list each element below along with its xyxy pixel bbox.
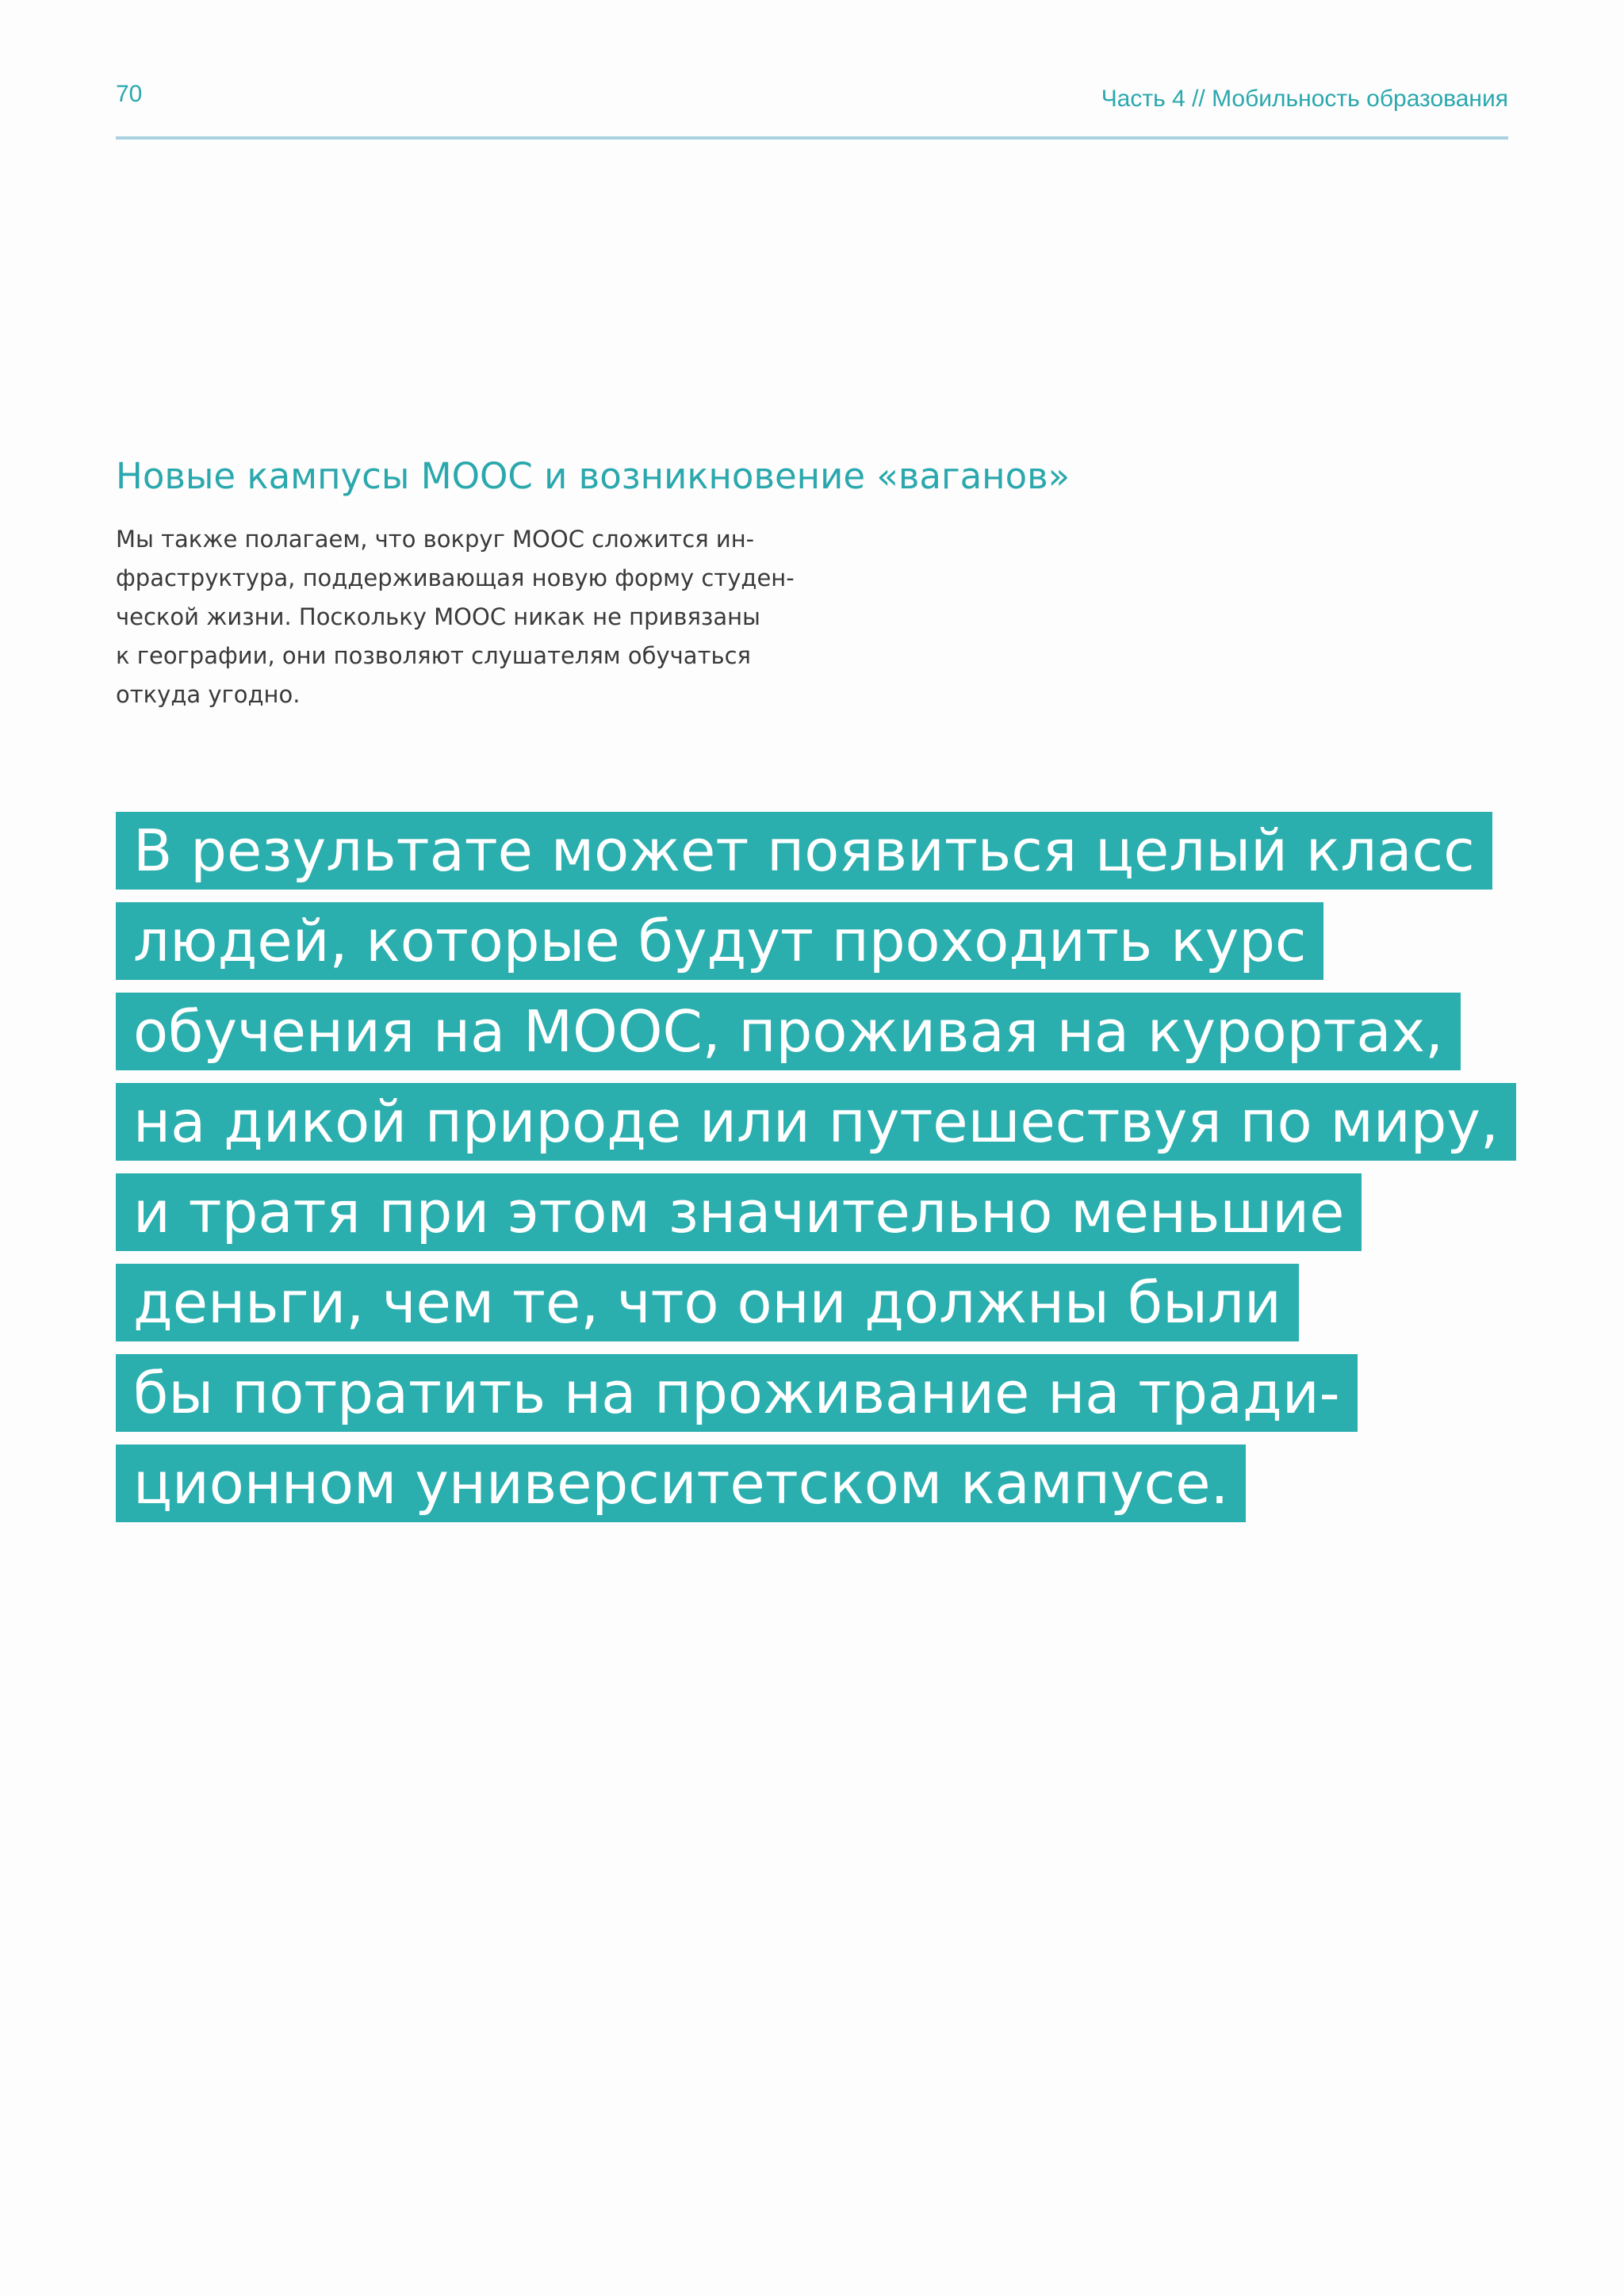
- pull-quote-line: В результате может появиться целый класс: [116, 812, 1492, 890]
- paragraph-line: Мы также полагаем, что вокруг МООС сложится ин-: [116, 526, 755, 553]
- pull-quote-line: деньги, чем те, что они должны были: [116, 1264, 1299, 1341]
- paragraph-line: ческой жизни. Поскольку МООС никак не привязаны: [116, 603, 760, 630]
- pull-quote-line: бы потратить на проживание на тради-: [116, 1354, 1358, 1432]
- paragraph-line: к географии, они позволяют слушателям обучаться: [116, 642, 751, 669]
- running-header: Часть 4 // Мобильность образования: [1101, 86, 1508, 112]
- section-heading: Новые кампусы МООС и возникновение «ваганов»: [116, 455, 1071, 497]
- paragraph-line: фраструктура, поддерживающая новую форму студен-: [116, 564, 795, 591]
- pull-quote-line: людей, которые будут проходить курс: [116, 902, 1323, 980]
- pull-quote-line: ционном университетском кампусе.: [116, 1445, 1246, 1522]
- page-number: 70: [116, 81, 143, 107]
- pull-quote: [116, 812, 1516, 1535]
- intro-paragraph: [116, 520, 829, 714]
- header-divider: [116, 136, 1508, 140]
- paragraph-line: откуда угодно.: [116, 681, 301, 708]
- pull-quote-line: и тратя при этом значительно меньшие: [116, 1173, 1362, 1251]
- pull-quote-line: на дикой природе или путешествуя по миру,: [116, 1083, 1516, 1161]
- pull-quote-line: обучения на МООС, проживая на курортах,: [116, 993, 1461, 1070]
